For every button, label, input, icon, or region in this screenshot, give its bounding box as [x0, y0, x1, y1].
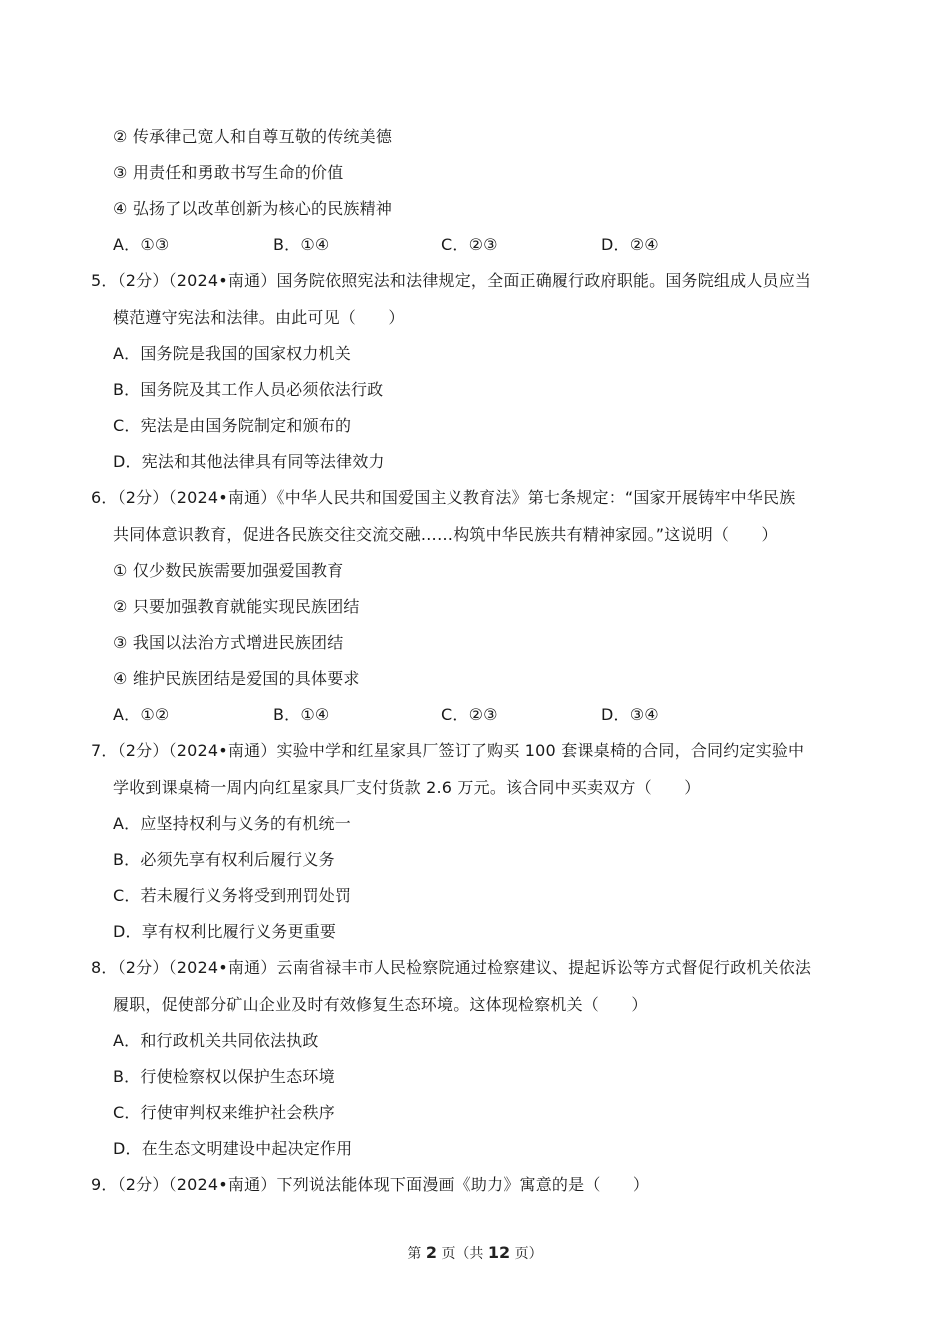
- q8-option-b[interactable]: B．行使检察权以保护生态环境: [113, 1067, 335, 1086]
- q8-stem-line2: 履职，促使部分矿山企业及时有效修复生态环境。这体现检察机关（ ）: [113, 995, 648, 1014]
- q6-option-b[interactable]: B．①④: [273, 705, 330, 724]
- footer-total-pages: 12: [487, 1243, 511, 1262]
- q6-statement-4: ④ 维护民族团结是爱国的具体要求: [113, 669, 360, 688]
- q6-stem-line2: 共同体意识教育，促进各民族交往交流交融……构筑中华民族共有精神家园。”这说明（ ）: [113, 525, 778, 544]
- q6-statement-2: ② 只要加强教育就能实现民族团结: [113, 597, 360, 616]
- footer-mid: 页（共: [441, 1246, 484, 1262]
- q5-stem-line1: 5．（2分）（2024•南通）国务院依照宪法和法律规定，全面正确履行政府职能。国务院组成人员应当: [91, 271, 812, 290]
- q5-option-b[interactable]: B．国务院及其工作人员必须依法行政: [113, 380, 384, 399]
- q7-option-a[interactable]: A．应坚持权利与义务的有机统一: [113, 814, 351, 833]
- q4-statement-4: ④ 弘扬了以改革创新为核心的民族精神: [113, 199, 393, 218]
- page-footer: [0, 1242, 950, 1265]
- q5-option-c[interactable]: C．宪法是由国务院制定和颁布的: [113, 416, 352, 435]
- q4-option-c[interactable]: C．②③: [441, 235, 498, 254]
- q4-statement-2: ② 传承律己宽人和自尊互敬的传统美德: [113, 127, 393, 146]
- q7-stem-line2: 学收到课桌椅一周内向红星家具厂支付货款 2.6 万元。该合同中买卖双方（ ）: [113, 778, 701, 797]
- q5-stem-line2: 模范遵守宪法和法律。由此可见（ ）: [113, 308, 405, 327]
- q6-statement-1: ① 仅少数民族需要加强爱国教育: [113, 561, 344, 580]
- q6-option-d[interactable]: D．③④: [601, 705, 659, 724]
- q6-stem-line1: 6．（2分）（2024•南通）《中华人民共和国爱国主义教育法》第七条规定：“国家开展铸牢中华民族: [91, 488, 796, 507]
- footer-suffix: 页）: [514, 1246, 543, 1262]
- q4-option-b[interactable]: B．①④: [273, 235, 330, 254]
- q4-option-a[interactable]: A．①③: [113, 235, 170, 254]
- q6-option-a[interactable]: A．①②: [113, 705, 170, 724]
- q7-option-c[interactable]: C．若未履行义务将受到刑罚处罚: [113, 886, 352, 905]
- q7-stem-line1: 7．（2分）（2024•南通）实验中学和红星家具厂签订了购买 100 套课桌椅的合同，合同约定实验中: [91, 741, 805, 760]
- footer-page-number: 2: [425, 1243, 437, 1262]
- q4-statement-3: ③ 用责任和勇敢书写生命的价值: [113, 163, 344, 182]
- q6-option-c[interactable]: C．②③: [441, 705, 498, 724]
- q9-stem-line1: 9．（2分）（2024•南通）下列说法能体现下面漫画《助力》寓意的是（ ）: [91, 1175, 650, 1194]
- q8-option-c[interactable]: C．行使审判权来维护社会秩序: [113, 1103, 335, 1122]
- footer-prefix: 第: [407, 1246, 422, 1262]
- q6-statement-3: ③ 我国以法治方式增进民族团结: [113, 633, 344, 652]
- q8-option-a[interactable]: A．和行政机关共同依法执政: [113, 1031, 319, 1050]
- q8-stem-line1: 8．（2分）（2024•南通）云南省禄丰市人民检察院通过检察建议、提起诉讼等方式督促行政机关依法: [91, 958, 812, 977]
- q7-option-d[interactable]: D．享有权利比履行义务更重要: [113, 922, 337, 941]
- q4-option-d[interactable]: D．②④: [601, 235, 659, 254]
- q8-option-d[interactable]: D．在生态文明建设中起决定作用: [113, 1139, 353, 1158]
- q5-option-d[interactable]: D．宪法和其他法律具有同等法律效力: [113, 452, 385, 471]
- q5-option-a[interactable]: A．国务院是我国的国家权力机关: [113, 344, 351, 363]
- q7-option-b[interactable]: B．必须先享有权利后履行义务: [113, 850, 335, 869]
